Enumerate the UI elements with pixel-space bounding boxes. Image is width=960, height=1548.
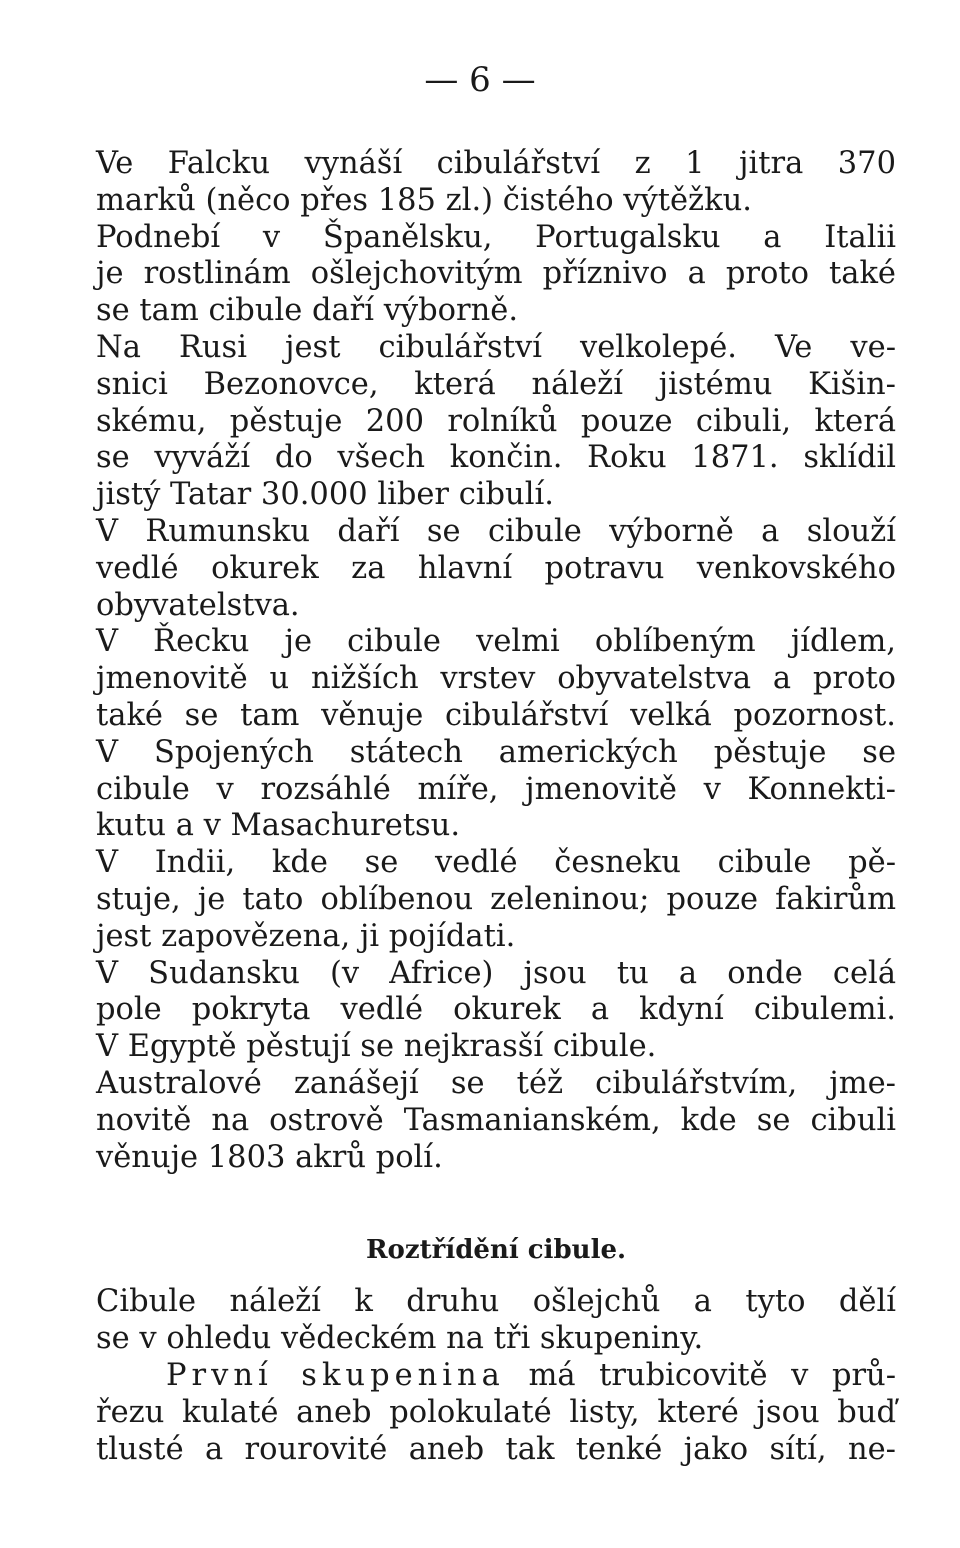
emphasized-term: První skupenina <box>166 1357 505 1393</box>
text-line: věnuje 1803 akrů polí. <box>96 1139 443 1175</box>
text-line: V Spojených státech amerických pěstuje se <box>96 734 896 770</box>
text-line: tlusté a rourovité aneb tak tenké jako sítí, ne- <box>96 1431 896 1467</box>
text-line: skému, pěstuje 200 rolníků pouze cibuli, která <box>96 403 896 439</box>
text-line: se vyváží do všech končin. Roku 1871. sklídil <box>96 440 896 476</box>
text-line: obyvatelstva. <box>96 587 300 623</box>
text-line: V Rumunsku daří se cibule výborně a slouží <box>96 513 896 549</box>
text-line: V Sudansku (v Africe) jsou tu a onde celá <box>96 955 896 991</box>
text-line: Ve Falcku vynáší cibulářství z 1 jitra 370 <box>96 146 896 181</box>
text-line: V Řecku je cibule velmi oblíbeným jídlem, <box>96 624 896 660</box>
text-line: vedlé okurek za hlavní potravu venkovského <box>96 550 896 586</box>
text-line: snici Bezonovce, která náleží jistému Kišin- <box>96 366 896 402</box>
text-line: Cibule náleží k druhu ošlejchů a tyto dělí <box>96 1284 896 1320</box>
text-line: cibule v rozsáhlé míře, jmenovitě v Konnekti- <box>96 771 896 807</box>
text-line: novitě na ostrově Tasmanianském, kde se cibuli <box>96 1102 896 1138</box>
section-heading: Roztřídění cibule. <box>365 1235 627 1266</box>
text-line: také se tam věnuje cibulářství velká pozornost. <box>96 697 896 733</box>
text-line <box>96 1358 896 1395</box>
section-gap <box>96 1176 896 1232</box>
text-line: se tam cibule daří výborně. <box>96 293 519 329</box>
text-line: pole pokryta vedlé okurek a kdyní cibulemi. <box>96 992 896 1028</box>
text-line: Australové zanášejí se též cibulářstvím, jme- <box>96 1065 896 1101</box>
text-line: se v ohledu vědeckém na tři skupeniny. <box>96 1321 704 1357</box>
page-number: — 6 — <box>424 60 536 100</box>
text-line: Podnebí v Španělsku, Portugalsku a Italii <box>96 219 896 255</box>
text-line: marků (něco přes 185 zl.) čistého výtěžku. <box>96 182 752 218</box>
text-line: Na Rusi jest cibulářství velkolepé. Ve ve- <box>96 329 896 365</box>
text-line: V Egyptě pěstují se nejkrasší cibule. <box>96 1029 657 1065</box>
text-line: V Indii, kde se vedlé česneku cibule pě- <box>96 845 896 881</box>
text-line: řezu kulaté aneb polokulaté listy, které jsou buď <box>96 1394 896 1430</box>
text-line: stuje, je tato oblíbenou zeleninou; pouze fakirům <box>96 881 896 917</box>
text-line: kutu a v Masachuretsu. <box>96 808 461 844</box>
text-line: je rostlinám ošlejchovitým příznivo a proto také <box>96 256 896 292</box>
body-text <box>96 146 896 1468</box>
text-line-rest: má trubicovitě v prů- <box>528 1357 896 1393</box>
text-line: jest zapovězena, ji pojídati. <box>96 918 516 954</box>
text-line: jistý Tatar 30.000 liber cibulí. <box>96 477 554 513</box>
text-line: jmenovitě u nižších vrstev obyvatelstva a proto <box>96 661 896 697</box>
